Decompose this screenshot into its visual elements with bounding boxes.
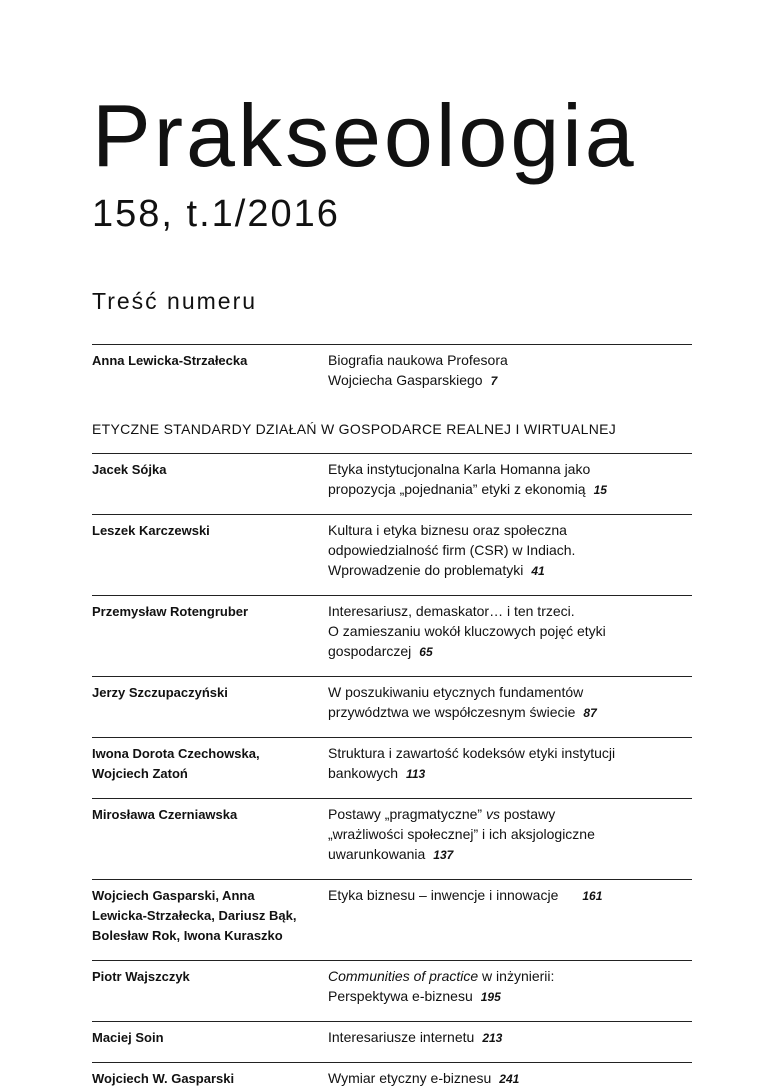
entry-page-number: 87 [583,706,597,720]
entry-page-number: 195 [480,990,501,1004]
entry-title-line: gospodarczej [328,643,412,659]
toc-entry [92,885,692,946]
entry-title [328,682,692,723]
contents-heading: Treść numeru [92,288,258,314]
toc-entry [92,682,692,723]
entry-title-line: odpowiedzialność firm (CSR) w Indiach. [328,542,576,558]
entry-title-line: przywództwa we współczesnym świecie [328,704,576,720]
entry-title-line: Wymiar etyczny e-biznesu [328,1070,492,1086]
entry-title-line: O zamieszaniu wokół kluczowych pojęć etyki [328,623,606,639]
entry-title [328,966,692,1007]
entry-title [328,459,692,500]
entry-authors: Wojciech W. Gasparski [92,1071,235,1086]
entry-authors: Mirosława Czerniawska [92,807,238,822]
entry-authors: Przemysław Rotengruber [92,604,249,619]
entry-title [328,350,692,391]
entry-title [328,1068,692,1089]
entry-title [328,743,692,784]
entry-page-number: 41 [531,564,545,578]
toc-entry-intro [92,350,692,391]
entry-page-number: 65 [419,645,433,659]
entry-title-italic: vs [485,806,500,822]
entry-authors: Maciej Soin [92,1030,164,1045]
toc-entry [92,966,692,1007]
entry-title-line: uwarunkowania [328,846,426,862]
entry-authors [92,885,328,946]
entry-title-italic: Communities of practice [328,968,479,984]
entry-page-number: 241 [499,1072,520,1086]
entry-title [328,1027,692,1048]
toc-entry [92,520,692,581]
entry-title-line: Etyka instytucjonalna Karla Homanna jako [328,461,591,477]
issue-number: 158, t.1/2016 [92,193,340,235]
entry-author-line: Wojciech Zatoń [92,766,188,781]
entry-title-line: bankowych [328,765,399,781]
entry-title-line: Wprowadzenie do problematyki [328,562,524,578]
entry-title [328,885,692,906]
section-heading: ETYCZNE STANDARDY DZIAŁAŃ W GOSPODARCE REALNEJ I WIRTUALNEJ [92,421,617,437]
entry-title-line: Etyka biznesu – inwencje i innowacje [328,887,559,903]
entry-title-line: W poszukiwaniu etycznych fundamentów [328,684,584,700]
entry-page-number: 15 [593,483,607,497]
toc-entry [92,601,692,662]
entry-page-number: 113 [406,767,426,781]
entry-title [328,601,692,662]
toc-entry [92,1068,692,1089]
entry-authors: Leszek Karczewski [92,523,210,538]
entry-title-line: „wrażliwości społecznej” i ich aksjologiczne [328,826,595,842]
entry-title [328,520,692,581]
entry-page-number: 213 [482,1031,503,1045]
entry-page-number: 161 [582,889,603,903]
entry-title-prefix: Postawy „pragmatyczne” [328,806,486,822]
entry-title-suffix: postawy [499,806,556,822]
entry-page-number: 7 [490,374,498,388]
entry-author-line: Lewicka-Strzałecka, Dariusz Bąk, [92,908,297,923]
entry-authors: Jerzy Szczupaczyński [92,685,228,700]
entry-title-line: Kultura i etyka biznesu oraz społeczna [328,522,567,538]
toc-entry [92,743,692,784]
entry-title-line: Interesariusze internetu [328,1029,475,1045]
entry-authors [92,743,328,784]
entry-title-line: propozycja „pojednania” etyki z ekonomią [328,481,586,497]
toc-entry [92,804,692,865]
entry-authors: Anna Lewicka-Strzałecka [92,353,248,368]
entry-title-line: Interesariusz, demaskator… i ten trzeci. [328,603,575,619]
entry-title-line: Perspektywa e-biznesu [328,988,473,1004]
entry-authors: Piotr Wajszczyk [92,969,190,984]
entry-title-line: Wojciecha Gasparskiego [328,372,483,388]
entry-author-line: Bolesław Rok, Iwona Kuraszko [92,928,283,943]
entry-authors: Jacek Sójka [92,462,167,477]
entry-author-line: Wojciech Gasparski, Anna [92,888,255,903]
entry-title-line: Biografia naukowa Profesora [328,352,508,368]
entry-title-suffix: w inżynierii: [478,968,555,984]
table-of-contents [92,344,692,1089]
entry-page-number: 137 [433,848,454,862]
entry-author-line: Iwona Dorota Czechowska, [92,746,260,761]
journal-title: Prakseologia [92,86,637,185]
entry-title-line: Struktura i zawartość kodeksów etyki instytucji [328,745,616,761]
entry-title [328,804,692,865]
toc-entry [92,1027,692,1048]
toc-entry [92,459,692,500]
